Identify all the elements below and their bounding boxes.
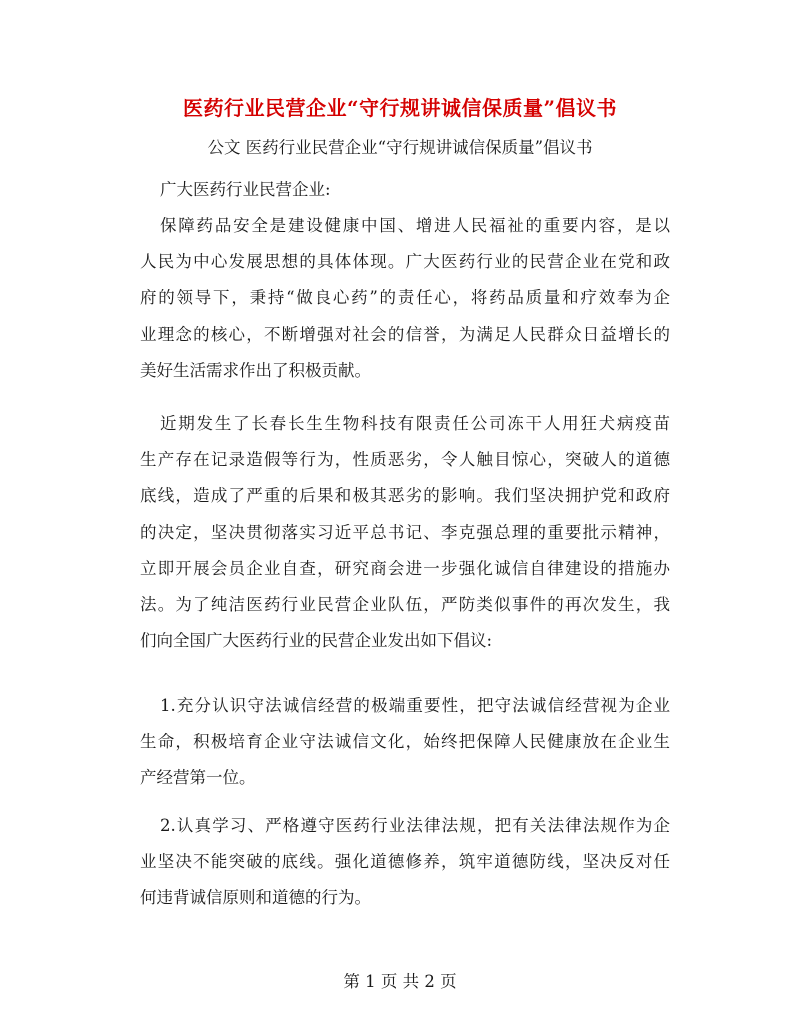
paragraph-3 [140, 688, 670, 797]
paragraph-line: 2.认真学习、严格遵守医药行业法律法规，把有关法律法规作为企 [160, 816, 670, 835]
paragraph-line: 立即开展会员企业自查，研究商会进一步强化诚信自律建设的措施办 [140, 558, 670, 578]
document-title: 医药行业民营企业“守行规讲诚信保质量”倡议书 [182, 96, 617, 120]
paragraph-line: 业理念的核心，不断增强对社会的信誉，为满足人民群众日益增长的 [140, 324, 670, 344]
paragraph-2 [140, 406, 670, 659]
paragraph-line: 业坚决不能突破的底线。强化道德修养，筑牢道德防线，坚决反对任 [140, 852, 670, 872]
paragraph-1 [140, 208, 670, 389]
paragraph-line: 生命，积极培育企业守法诚信文化，始终把保障人民健康放在企业生 [140, 732, 670, 752]
paragraph-line: 生产存在记录造假等行为，性质恶劣，令人触目惊心，突破人的道德 [140, 450, 670, 470]
paragraph-line: 美好生活需求作出了积极贡献。 [140, 360, 371, 380]
paragraph-line: 法。为了纯洁医药行业民营企业队伍，严防类似事件的再次发生，我 [140, 594, 670, 614]
paragraph-4 [140, 808, 670, 917]
document-subtitle: 公文 医药行业民营企业“守行规讲诚信保质量”倡议书 [207, 138, 593, 157]
paragraph-line: 何违背诚信原则和道德的行为。 [140, 888, 371, 908]
paragraph-line: 产经营第一位。 [140, 768, 256, 788]
paragraph-line: 1.充分认识守法诚信经营的极端重要性，把守法诚信经营视为企业 [160, 696, 670, 715]
paragraph-line: 保障药品安全是建设健康中国、增进人民福祉的重要内容，是以 [160, 216, 670, 235]
paragraph-line: 底线，造成了严重的后果和极其恶劣的影响。我们坚决拥护党和政府 [140, 486, 670, 506]
greeting: 广大医药行业民营企业: [160, 180, 331, 199]
paragraph-line: 府的领导下，秉持“做良心药”的责任心，将药品质量和疗效奉为企 [140, 288, 670, 308]
paragraph-line: 近期发生了长春长生生物科技有限责任公司冻干人用狂犬病疫苗 [160, 414, 670, 433]
page-footer: 第 1 页 共 2 页 [343, 972, 457, 991]
paragraph-line: 们向全国广大医药行业的民营企业发出如下倡议: [140, 631, 493, 651]
paragraph-line: 的决定，坚决贯彻落实习近平总书记、李克强总理的重要批示精神， [140, 522, 670, 542]
paragraph-line: 人民为中心发展思想的具体体现。广大医药行业的民营企业在党和政 [140, 252, 670, 272]
